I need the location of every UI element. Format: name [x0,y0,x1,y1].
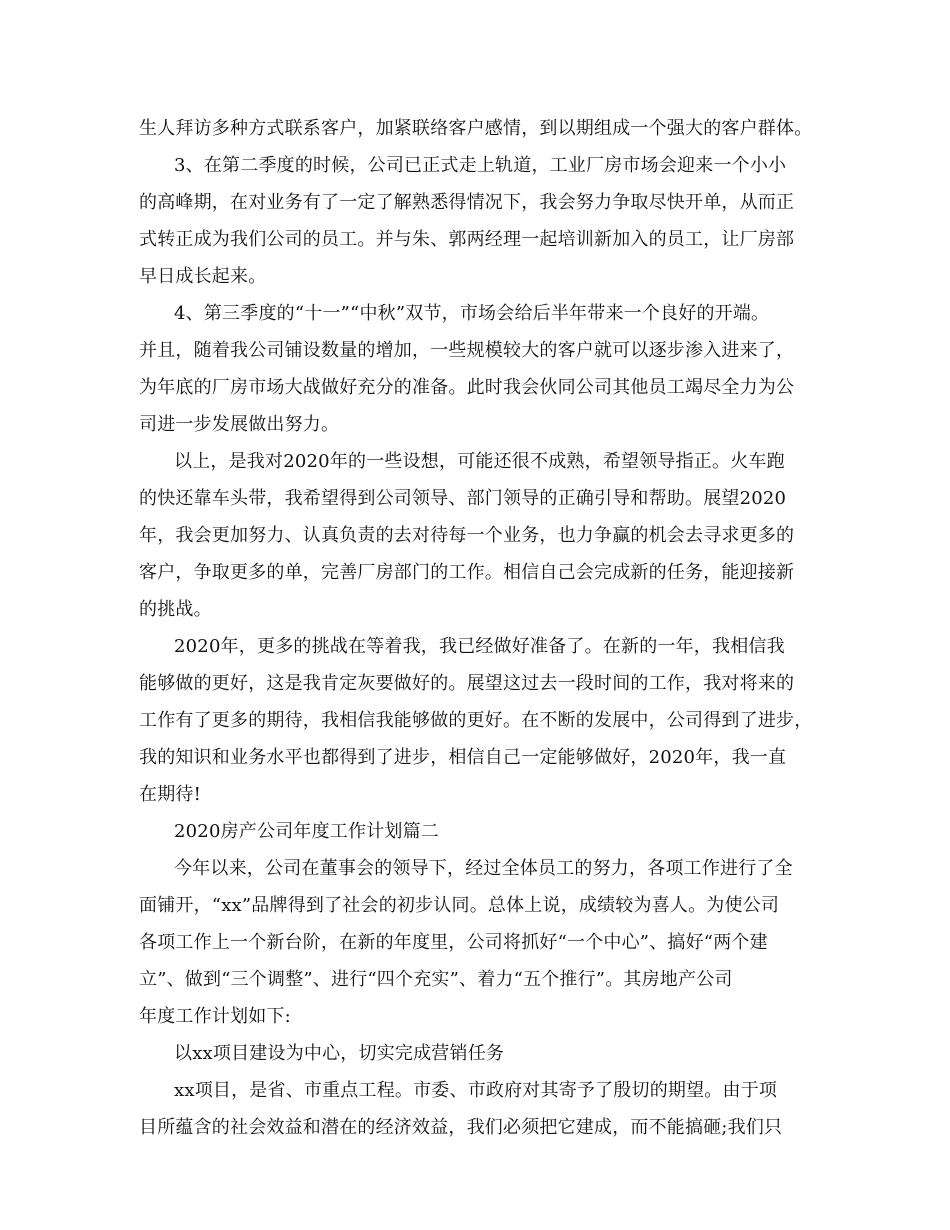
text-line: xx项目，是省、市重点工程。市委、市政府对其寄予了殷切的期望。由于项 [174,1080,778,1101]
text-line: 2020年，更多的挑战在等着我，我已经做好准备了。在新的一年，我相信我 [174,636,785,657]
text-line: 立”、做到“三个调整”、进行“四个充实”、着力“五个推行”。其房地产公司 [139,969,733,990]
text-line: 以上，是我对2020年的一些设想，可能还很不成熟，希望领导指正。火车跑 [174,451,785,472]
text-line: 今年以来，公司在董事会的领导下，经过全体员工的努力，各项工作进行了全 [174,858,793,879]
text-line: 能够做的更好，这是我肯定灰要做好的。展望这过去一段时间的工作，我对将来的 [139,673,795,694]
text-line: 4、第三季度的“十一”“中秋”双节，市场会给后半年带来一个良好的开端。 [174,303,770,324]
text-line: 司进一步发展做出努力。 [139,414,340,435]
text-line: 并且，随着我公司铺设数量的增加，一些规模较大的客户就可以逐步渗入进来了， [139,340,795,361]
text-line: 的快还靠车头带，我希望得到公司领导、部门领导的正确引导和帮助。展望2020 [139,488,787,509]
text-line: 年度工作计划如下: [139,1006,291,1027]
text-line: 工作有了更多的期待，我相信我能够做的更好。在不断的发展中，公司得到了进步， [139,710,813,731]
text-line: 面铺开，“xx”品牌得到了社会的初步认同。总体上说，成绩较为喜人。为使公司 [139,895,780,916]
text-line: 的挑战。 [139,599,212,620]
text-line: 早日成长起来。 [139,266,267,287]
text-line: 客户，争取更多的单，完善厂房部门的工作。相信自己会完成新的任务，能迎接新 [139,562,795,583]
section-heading: 2020房产公司年度工作计划篇二 [174,821,440,842]
text-line: 年，我会更加努力、认真负责的去对待每一个业务，也力争赢的机会去寻求更多的 [139,525,795,546]
text-line: 3、在第二季度的时候，公司已正式走上轨道，工业厂房市场会迎来一个小小 [174,155,787,176]
text-line: 式转正成为我们公司的员工。并与朱、郭两经理一起培训新加入的员工，让厂房部 [139,229,795,250]
text-line: 在期待! [139,784,202,805]
text-line: 为年底的厂房市场大战做好充分的准备。此时我会伙同公司其他员工竭尽全力为公 [139,377,795,398]
text-line: 的高峰期，在对业务有了一定了解熟悉得情况下，我会努力争取尽快开单，从而正 [139,192,795,213]
text-line: 生人拜访多种方式联系客户，加紧联络客户感情，到以期组成一个强大的客户群体。 [139,118,813,139]
text-line: 各项工作上一个新台阶，在新的年度里，公司将抓好“一个中心”、搞好“两个建 [139,932,768,953]
text-line: 目所蕴含的社会效益和潜在的经济效益，我们必须把它建成，而不能搞砸;我们只 [139,1117,783,1138]
text-line: 我的知识和业务水平也都得到了进步，相信自己一定能够做好，2020年，我一直 [139,747,787,768]
subheading: 以xx项目建设为中心，切实完成营销任务 [174,1043,505,1064]
